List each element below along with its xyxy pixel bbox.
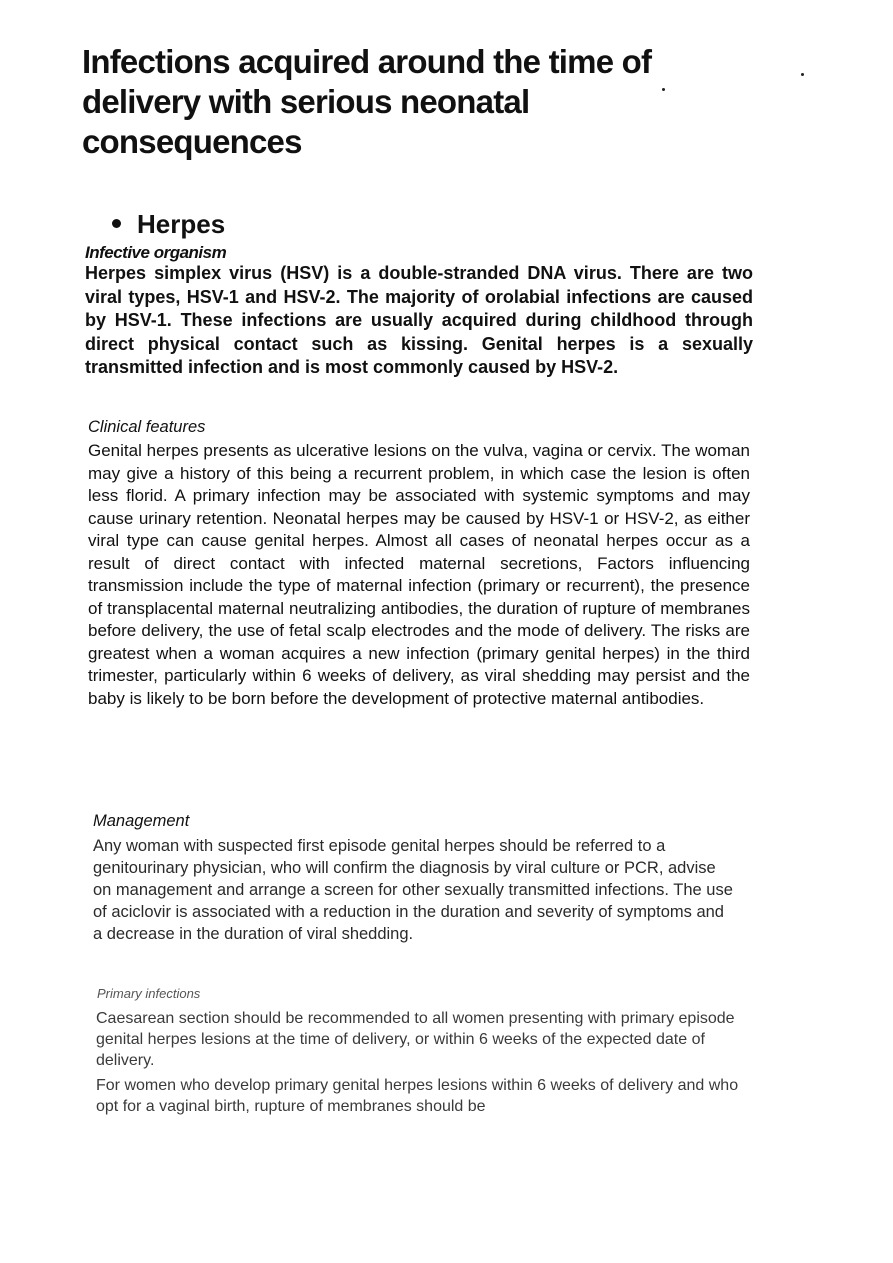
section-heading-herpes (112, 206, 225, 242)
paragraph-clinical-features: Genital herpes presents as ulcerative lesions on the vulva, vagina or cervix. The woman may give a history of this being a recurrent problem, in which case the lesion is often less florid. A primary infection may be associated with systemic symptoms and may cause urinary retention. Neonatal herpes may be caused by HSV-1 or HSV-2, as either viral type can cause genital herpes. Almost all cases of neonatal herpes occur as a result of direct contact with infected maternal secretions, Factors influencing transmission include the type of maternal infection (primary or recurrent), the presence of transplacental maternal neutralizing antibodies, the duration of rupture of membranes before delivery, the use of fetal scalp electrodes and the mode of delivery. The risks are greatest when a woman acquires a new infection (primary genital herpes) in the third trimester, particularly within 6 weeks of delivery, as viral shedding may persist and the baby is likely to be born before the development of protective maternal antibodies. (88, 441, 750, 708)
paragraph-primary-infections-2: For women who develop primary genital herpes lesions within 6 weeks of delivery and who opt for a vaginal birth, rupture of membranes should be (96, 1077, 739, 1115)
paragraph-primary-infections-1: Caesarean section should be recommended to all women presenting with primary episode genital herpes lesions at the time of delivery, or within 6 weeks of the expected date of delivery. (96, 1010, 735, 1069)
subheading-primary-infections: Primary infections (97, 986, 201, 1001)
subheading-infective-organism: Infective organism (85, 243, 227, 262)
scan-speck (662, 88, 665, 91)
paragraph-management: Any woman with suspected first episode genital herpes should be referred to a genitourinary physician, who will confirm the diagnosis by viral culture or PCR, advise on management and arrange a screen for other sexually transmitted infections. The use of aciclovir is associated with a reduction in the duration and severity of symptoms and a decrease in the duration of viral shedding. (93, 837, 733, 943)
scan-speck (801, 73, 804, 76)
bullet-icon (112, 219, 121, 228)
paragraph-infective-organism: Herpes simplex virus (HSV) is a double-stranded DNA virus. There are two viral types, HSV-1 and HSV-2. The majority of orolabial infections are caused by HSV-1. These infections are usually acquired during childhood through direct physical contact such as kissing. Genital herpes is a sexually transmitted infection and is most commonly caused by HSV-2. (85, 263, 753, 377)
subheading-management: Management (93, 812, 190, 830)
subheading-clinical-features: Clinical features (88, 418, 206, 436)
section-heading-label: Herpes (137, 209, 226, 239)
page-title: Infections acquired around the time of delivery with serious neonatal consequences (82, 43, 652, 160)
